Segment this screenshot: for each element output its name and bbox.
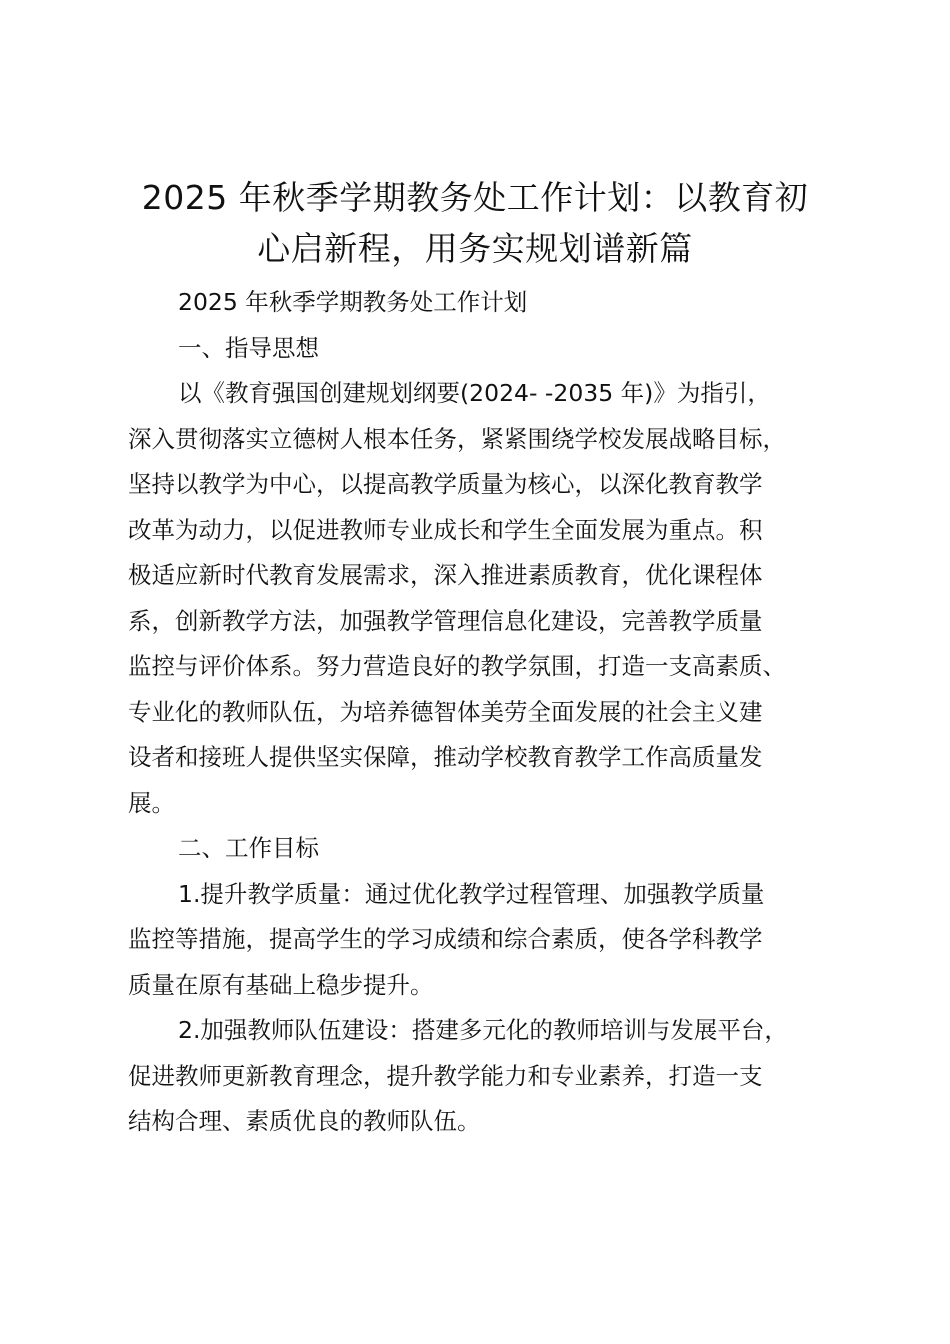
paragraph-line: 监控与评价体系。努力营造良好的教学氛围，打造一支高素质、: [128, 652, 786, 680]
paragraph-goal-1: [128, 872, 838, 1009]
paragraph-line: 设者和接班人提供坚实保障，推动学校教育教学工作高质量发: [128, 743, 763, 771]
section-heading-guiding-ideology: 一、指导思想: [178, 333, 319, 362]
paragraph-line: 极适应新时代教育发展需求，深入推进素质教育，优化课程体: [128, 561, 763, 589]
paragraph-line: 质量在原有基础上稳步提升。: [128, 970, 434, 999]
document-subtitle: 2025 年秋季学期教务处工作计划: [178, 288, 528, 316]
section-heading-work-goals: 二、工作目标: [178, 834, 319, 862]
paragraph-line: 促进教师更新教育理念，提升教学能力和专业素养，打造一支: [128, 1061, 763, 1090]
paragraph-line: 结构合理、素质优良的教师队伍。: [128, 1107, 481, 1135]
paragraph-line: 改革为动力，以促进教师专业成长和学生全面发展为重点。积: [128, 515, 763, 544]
paragraph-line: 专业化的教师队伍，为培养德智体美劳全面发展的社会主义建: [128, 697, 763, 726]
paragraph-line: 1.提升教学质量：通过优化教学过程管理、加强教学质量: [178, 879, 765, 908]
paragraph-line: 坚持以教学为中心，以提高教学质量为核心，以深化教育教学: [128, 470, 763, 498]
paragraph-line: 深入贯彻落实立德树人根本任务，紧紧围绕学校发展战略目标，: [128, 424, 786, 453]
paragraph-line: 监控等措施，提高学生的学习成绩和综合素质，使各学科教学: [128, 925, 763, 953]
title-line-2: 心启新程，用务实规划谱新篇: [257, 229, 693, 268]
paragraph-line: 系，创新教学方法，加强教学管理信息化建设，完善教学质量: [128, 606, 763, 635]
document-title: [120, 172, 830, 274]
paragraph-goal-2: [128, 1008, 838, 1145]
paragraph-line: 以《教育强国创建规划纲要(2024- -2035 年)》为指引，: [178, 379, 771, 407]
document-body: [128, 280, 838, 1145]
title-line-1: 2025 年秋季学期教务处工作计划：以教育初: [141, 178, 809, 217]
paragraph-guiding-ideology: [128, 371, 838, 826]
paragraph-line: 展。: [128, 788, 175, 817]
paragraph-line: 2.加强教师队伍建设：搭建多元化的教师培训与发展平台，: [178, 1016, 788, 1044]
